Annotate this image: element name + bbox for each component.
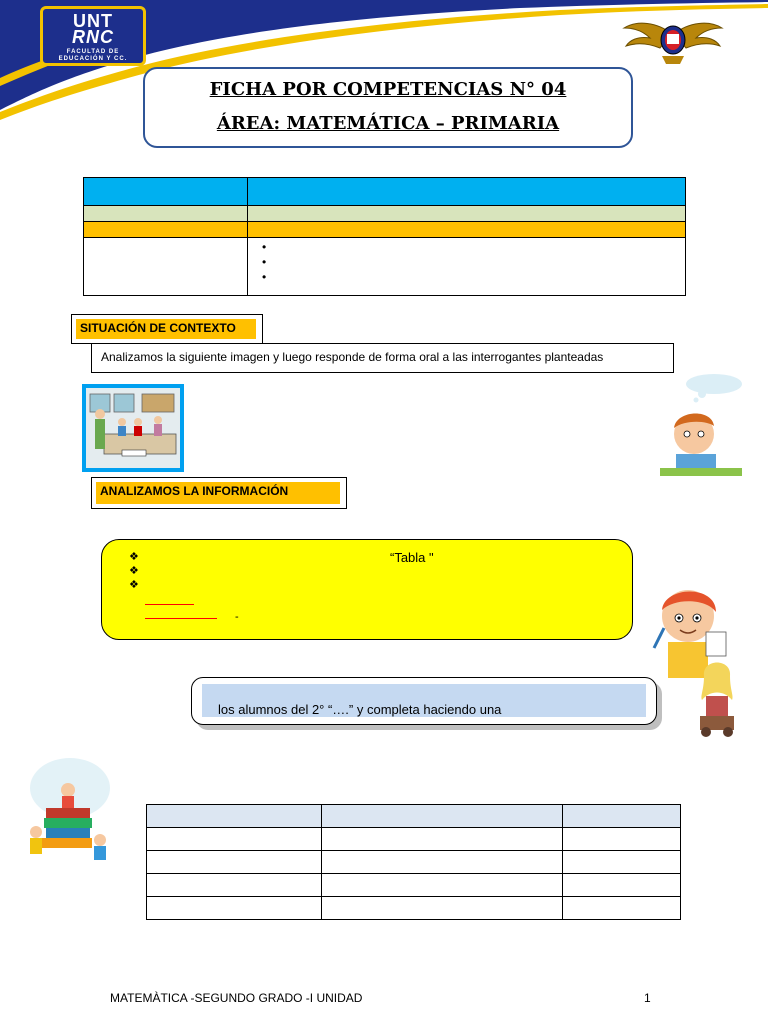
- thinking-boy-illustration: [656, 368, 746, 480]
- table-cell: [84, 222, 248, 238]
- table-row: [84, 238, 686, 296]
- speech-bubble: [191, 677, 657, 725]
- table-row: [147, 897, 681, 920]
- diamond-bullet-icon: ❖: [129, 565, 139, 577]
- logo-text-2: RNC: [72, 27, 114, 47]
- list-item: [266, 270, 685, 285]
- red-underline: [145, 604, 194, 605]
- dash-text: -: [235, 611, 239, 623]
- instruction-box: Analizamos la siguiente imagen y luego responde de forma oral a las interrogantes planteadas: [91, 343, 674, 373]
- title-box: [143, 67, 633, 148]
- table-row: [84, 222, 686, 238]
- girl-reading-illustration: [692, 656, 742, 738]
- tabla-text: “Tabla ": [390, 550, 434, 565]
- table-cell: [248, 178, 686, 206]
- table-cell: [147, 851, 322, 874]
- table-cell: [563, 897, 681, 920]
- table-cell: [563, 828, 681, 851]
- table-header-cell: [563, 805, 681, 828]
- analysis-label-text: ANALIZAMOS LA INFORMACIÓN: [96, 482, 340, 504]
- list-item: [266, 240, 685, 255]
- table-cell: [322, 828, 563, 851]
- table-cell: [322, 851, 563, 874]
- kids-with-books-illustration: [20, 748, 114, 870]
- table-cell: [84, 238, 248, 296]
- table-header-row: [147, 805, 681, 828]
- table-cell: [248, 238, 686, 296]
- data-table: [146, 804, 681, 920]
- table-cell: [84, 178, 248, 206]
- analysis-callout: [101, 539, 633, 640]
- red-underline: [145, 618, 217, 619]
- table-cell: [147, 828, 322, 851]
- page-number: 1: [644, 991, 651, 1005]
- table-header-cell: [147, 805, 322, 828]
- info-table: [83, 177, 686, 296]
- table-row: [147, 851, 681, 874]
- speech-bubble-text: los alumnos del 2° “….” y completa haciendo una: [218, 702, 502, 717]
- classroom-scene-image: [82, 384, 184, 472]
- table-cell: [147, 874, 322, 897]
- area-title: ÁREA: MATEMÁTICA – PRIMARIA: [216, 113, 560, 134]
- table-cell: [248, 206, 686, 222]
- university-logo: [40, 6, 146, 66]
- table-cell: [563, 851, 681, 874]
- table-cell: [84, 206, 248, 222]
- analysis-section-label: [91, 477, 347, 509]
- crest-emblem: [622, 14, 724, 66]
- diamond-bullet-icon: ❖: [129, 551, 139, 563]
- table-row: [147, 874, 681, 897]
- list-item: [266, 255, 685, 270]
- document-title: FICHA POR COMPETENCIAS N° 04: [209, 79, 567, 100]
- table-cell: [322, 897, 563, 920]
- diamond-bullet-icon: ❖: [129, 579, 139, 591]
- footer-text: MATEMÀTICA -SEGUNDO GRADO -I UNIDAD: [110, 991, 363, 1005]
- table-cell: [147, 897, 322, 920]
- logo-text-1: UNT: [73, 11, 113, 31]
- table-cell: [322, 874, 563, 897]
- table-cell: [563, 874, 681, 897]
- logo-text-3: FACULTAD DE EDUCACIÓN Y CC.: [58, 49, 128, 62]
- table-cell: [248, 222, 686, 238]
- context-section-label: [71, 314, 263, 344]
- table-row: [84, 178, 686, 206]
- table-row: [147, 828, 681, 851]
- table-row: [84, 206, 686, 222]
- context-label-text: SITUACIÓN DE CONTEXTO: [76, 319, 256, 339]
- table-header-cell: [322, 805, 563, 828]
- bullet-list: [248, 238, 685, 285]
